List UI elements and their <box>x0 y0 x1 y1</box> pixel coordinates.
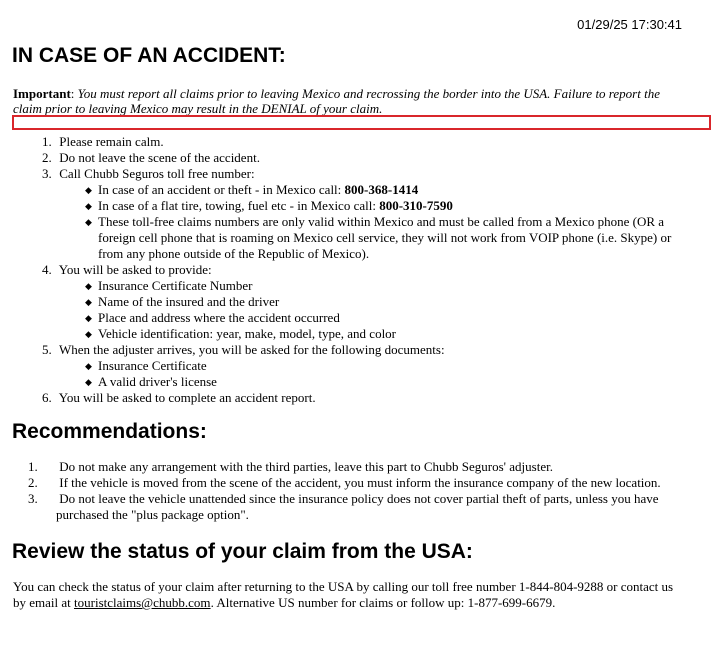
review-text-before: You can check the status of your claim after returning to the USA by calling our toll free number 1-844-804-9288 or contact us by email at <box>13 579 674 610</box>
highlight-box <box>12 115 711 130</box>
accident-steps-list <box>42 134 692 406</box>
sub-item <box>85 198 692 214</box>
review-paragraph <box>13 579 683 611</box>
step-item <box>42 342 692 390</box>
sub-item <box>85 294 692 310</box>
step-sublist <box>85 278 692 342</box>
recommendation-number: 2. <box>28 475 38 490</box>
recommendation-item <box>28 491 692 523</box>
timestamp: 01/29/25 17:30:41 <box>577 17 682 32</box>
sub-item <box>85 182 692 198</box>
step-item <box>42 150 692 166</box>
step-text: Call Chubb Seguros toll free number: <box>59 166 255 181</box>
step-text: When the adjuster arrives, you will be asked for the following documents: <box>59 342 445 357</box>
phone-number: 800-310-7590 <box>379 198 453 213</box>
sub-item <box>85 326 692 342</box>
step-number: 4. <box>42 262 52 277</box>
phone-number: 800-368-1414 <box>344 182 419 197</box>
sub-item-text: In case of an accident or theft - in Mexico call: <box>98 182 345 197</box>
step-text: You will be asked to complete an accident report. <box>58 390 316 405</box>
step-sublist <box>85 182 692 262</box>
sub-item-text: Vehicle identification: year, make, model, type, and color <box>98 326 397 341</box>
step-number: 1. <box>42 134 52 149</box>
step-text: Do not leave the scene of the accident. <box>59 150 260 165</box>
recommendation-number: 3. <box>28 491 38 506</box>
step-number: 2. <box>42 150 52 165</box>
claims-email-link[interactable]: touristclaims@chubb.com <box>74 595 211 610</box>
sub-item-text: A valid driver's license <box>98 374 217 389</box>
important-label: Important <box>13 86 71 101</box>
sub-item-text: Insurance Certificate Number <box>98 278 253 293</box>
sub-item-text: In case of a flat tire, towing, fuel etc - in Mexico call: <box>98 198 380 213</box>
step-text: Please remain calm. <box>59 134 164 149</box>
step-number: 6. <box>42 390 52 405</box>
recommendation-text: If the vehicle is moved from the scene of the accident, you must inform the insurance company of the new location. <box>59 475 661 490</box>
recommendations-heading: Recommendations: <box>12 420 207 443</box>
important-notice: Important: You must report all claims prior to leaving Mexico and recrossing the border into the USA. Failure to report the claim prior to leaving Mexico may result in the DENIAL of your claim. <box>13 86 660 116</box>
step-item <box>42 390 692 406</box>
sub-item-text: Name of the insured and the driver <box>98 294 280 309</box>
sub-item <box>85 278 692 294</box>
step-item <box>42 134 692 150</box>
recommendation-text: Do not leave the vehicle unattended since the insurance policy does not cover partial theft of parts, unless you have purchased the "plus package option". <box>56 491 659 522</box>
sub-item <box>85 374 692 390</box>
recommendation-number: 1. <box>28 459 38 474</box>
step-number: 5. <box>42 342 52 357</box>
sub-item <box>85 214 692 262</box>
important-text: You must report all claims prior to leaving Mexico and recrossing the border into the USA. Failure to report the claim prior to leaving Mexico may result in the DENIAL of your claim. <box>13 86 660 116</box>
page-title: IN CASE OF AN ACCIDENT: <box>12 44 286 67</box>
sub-item <box>85 358 692 374</box>
recommendations-list <box>28 459 692 523</box>
step-sublist <box>85 358 692 390</box>
step-item <box>42 166 692 262</box>
sub-item-text: Insurance Certificate <box>98 358 207 373</box>
recommendation-text: Do not make any arrangement with the third parties, leave this part to Chubb Seguros' adjuster. <box>59 459 553 474</box>
step-item <box>42 262 692 342</box>
sub-item-text: These toll-free claims numbers are only valid within Mexico and must be called from a Mexico phone (OR a foreign cell phone that is roaming on Mexico cell service, they will not work from VOIP phone (i.e. Skype) or from any phone outside of the Republic of Mexico). <box>98 214 672 261</box>
recommendation-item <box>28 475 692 491</box>
review-text-after: . Alternative US number for claims or follow up: 1-877-699-6679. <box>210 595 556 610</box>
sub-item <box>85 310 692 326</box>
step-text: You will be asked to provide: <box>58 262 212 277</box>
review-heading: Review the status of your claim from the USA: <box>12 540 473 563</box>
sub-item-text: Place and address where the accident occurred <box>98 310 340 325</box>
recommendation-item <box>28 459 692 475</box>
step-number: 3. <box>42 166 52 181</box>
